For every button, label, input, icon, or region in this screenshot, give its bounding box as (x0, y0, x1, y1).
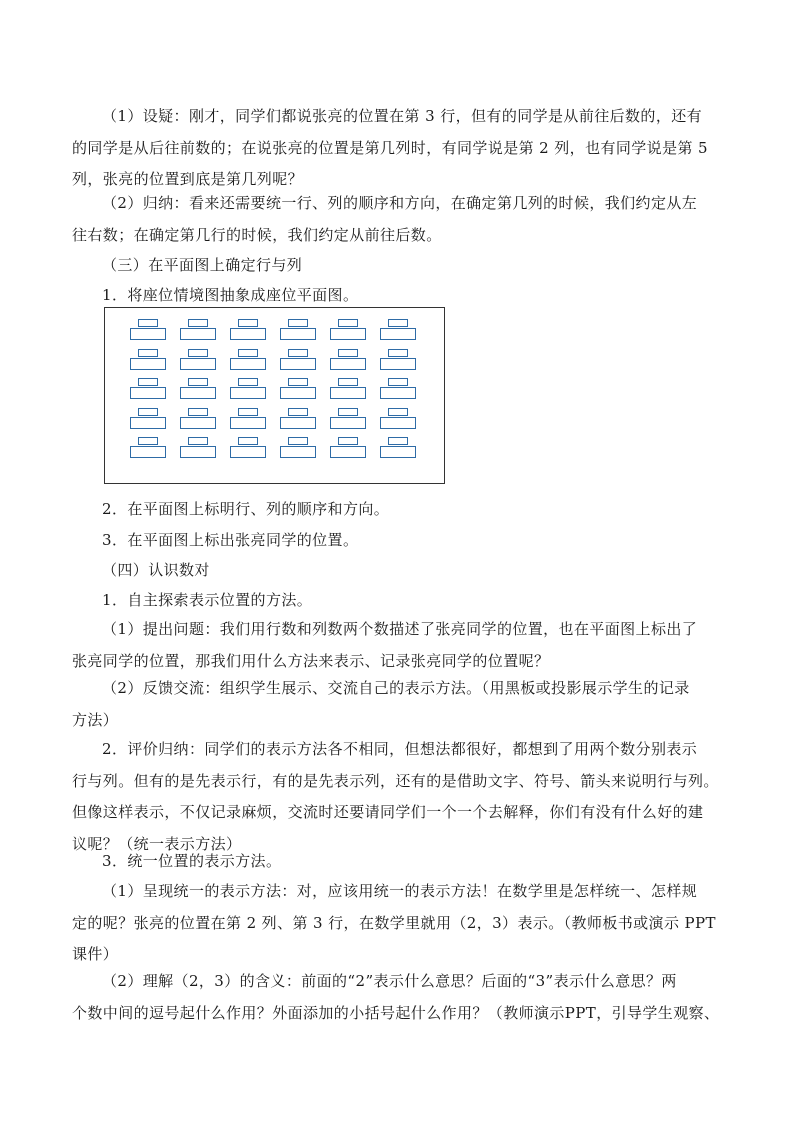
text-line: 方法） (72, 710, 119, 729)
seat-desk (280, 378, 316, 402)
seat-desk (230, 408, 266, 432)
desk-shape (280, 328, 316, 340)
desk-shape (230, 328, 266, 340)
text-line: 的同学是从后往前数的；在说张亮的位置是第几列时，有同学说是第 2 列，也有同学说是第 5 (72, 138, 708, 157)
text-line: 行与列。但有的是先表示行，有的是先表示列，还有的是借助文字、符号、箭头来说明行与列。 (72, 771, 719, 790)
seat-desk (280, 319, 316, 343)
seat-desk (380, 408, 416, 432)
chair-shape (338, 349, 358, 357)
seat-desk (380, 378, 416, 402)
step-text: 3．在平面图上标出张亮同学的位置。 (102, 531, 359, 549)
text-line: 课件） (72, 945, 119, 963)
chair-shape (188, 437, 208, 445)
desk-shape (280, 417, 316, 429)
step-text: 1．自主探索表示位置的方法。 (102, 591, 313, 609)
seat-desk (130, 408, 166, 432)
chair-shape (388, 349, 408, 357)
chair-shape (238, 437, 258, 445)
paragraph-feedback (72, 673, 724, 736)
desk-shape (380, 417, 416, 429)
paragraph-doubt (72, 101, 724, 196)
desk-shape (230, 387, 266, 399)
chair-shape (138, 437, 158, 445)
desk-shape (280, 446, 316, 458)
text-line: （2）理解（2，3）的含义：前面的“2”表示什么意思？后面的“3”表示什么意思？两 (102, 972, 677, 990)
seat-desk (330, 349, 366, 373)
chair-shape (188, 408, 208, 416)
step-explore (72, 585, 724, 617)
seat-desk (280, 408, 316, 432)
desk-shape (130, 328, 166, 340)
desk-shape (330, 387, 366, 399)
paragraph-evaluation (72, 734, 724, 860)
seat-desk (230, 349, 266, 373)
paragraph-question (72, 614, 724, 677)
chair-shape (388, 437, 408, 445)
desk-shape (180, 446, 216, 458)
chair-shape (238, 378, 258, 386)
desk-shape (230, 446, 266, 458)
seat-desk (380, 437, 416, 461)
desk-shape (230, 417, 266, 429)
seat-desk (230, 319, 266, 343)
desk-shape (180, 417, 216, 429)
seat-desk (330, 437, 366, 461)
seat-desk (280, 349, 316, 373)
seat-desk (230, 378, 266, 402)
desk-shape (280, 387, 316, 399)
heading-text: （三）在平面图上确定行与列 (102, 256, 303, 274)
chair-shape (388, 319, 408, 327)
text-line: 张亮同学的位置，那我们用什么方法来表示、记录张亮同学的位置呢？ (72, 651, 550, 670)
seat-desk (130, 349, 166, 373)
chair-shape (238, 408, 258, 416)
chair-shape (188, 319, 208, 327)
step-text: 2．在平面图上标明行、列的顺序和方向。 (102, 500, 390, 518)
desk-shape (130, 417, 166, 429)
desk-shape (130, 358, 166, 370)
desk-shape (380, 446, 416, 458)
step-text: 3．统一位置的表示方法。 (102, 852, 282, 870)
text-line: 但像这样表示，不仅记录麻烦，交流时还要请同学们一个一个去解释，你们有没有什么好的建 (72, 803, 704, 821)
seat-desk (330, 319, 366, 343)
heading-text: （四）认识数对 (102, 561, 210, 579)
text-line: 往右数；在确定第几行的时候，我们约定从前往后数。 (72, 225, 442, 244)
step-text: 1．将座位情境图抽象成座位平面图。 (102, 286, 359, 304)
seat-desk (130, 437, 166, 461)
chair-shape (288, 408, 308, 416)
section-heading-4 (72, 555, 724, 587)
seat-desk (280, 437, 316, 461)
paragraph-meaning (72, 966, 724, 1029)
text-line: （2）归纳：看来还需要统一行、列的顺序和方向，在确定第几列的时候，我们约定从左 (102, 194, 698, 212)
seat-desk (330, 408, 366, 432)
chair-shape (238, 319, 258, 327)
desk-shape (180, 358, 216, 370)
text-line: （1）提出问题：我们用行数和列数两个数描述了张亮同学的位置，也在平面图上标出了 (102, 620, 698, 638)
text-line: （1）设疑：刚才，同学们都说张亮的位置在第 3 行，但有的同学是从前往后数的，还有 (102, 107, 703, 125)
text-line: 列，张亮的位置到底是第几列呢？ (72, 170, 304, 188)
chair-shape (288, 437, 308, 445)
seating-plan-diagram (104, 307, 445, 484)
desk-shape (130, 387, 166, 399)
chair-shape (138, 349, 158, 357)
seat-desk (380, 349, 416, 373)
paragraph-present (72, 876, 724, 971)
desk-shape (330, 328, 366, 340)
chair-shape (388, 378, 408, 386)
chair-shape (188, 378, 208, 386)
seat-desk (330, 378, 366, 402)
desk-shape (130, 446, 166, 458)
seat-desk (180, 408, 216, 432)
seat-desk (380, 319, 416, 343)
text-line: （2）反馈交流：组织学生展示、交流自己的表示方法。（用黑板或投影展示学生的记录 (102, 679, 690, 697)
seat-desk (180, 319, 216, 343)
text-line: 2．评价归纳：同学们的表示方法各不相同，但想法都很好，都想到了用两个数分别表示 (102, 740, 698, 758)
seat-desk (180, 378, 216, 402)
paragraph-summary (72, 188, 724, 251)
chair-shape (288, 378, 308, 386)
section-heading-3 (72, 250, 724, 282)
chair-shape (188, 349, 208, 357)
text-line: 议呢？（统一表示方法） (72, 834, 242, 853)
desk-shape (380, 328, 416, 340)
step-2 (72, 494, 724, 526)
desk-shape (280, 358, 316, 370)
text-line: （1）呈现统一的表示方法：对，应该用统一的表示方法！在数学里是怎样统一、怎样规 (102, 882, 698, 900)
desk-shape (180, 328, 216, 340)
seat-desk (230, 437, 266, 461)
desk-shape (180, 387, 216, 399)
step-3 (72, 525, 724, 557)
text-line: 定的呢？张亮的位置在第 2 列、第 3 行，在数学里就用（2，3）表示。（教师板书或演示 PPT (72, 913, 716, 932)
chair-shape (338, 319, 358, 327)
step-unify (72, 846, 724, 878)
chair-shape (338, 437, 358, 445)
chair-shape (138, 319, 158, 327)
desk-shape (380, 387, 416, 399)
seat-desk (180, 437, 216, 461)
chair-shape (138, 408, 158, 416)
chair-shape (288, 319, 308, 327)
text-line: 个数中间的逗号起什么作用？外面添加的小括号起什么作用？（教师演示PPT，引导学生观察、 (72, 1003, 720, 1022)
seat-desk (130, 378, 166, 402)
chair-shape (338, 378, 358, 386)
chair-shape (338, 408, 358, 416)
desk-shape (380, 358, 416, 370)
desk-shape (330, 446, 366, 458)
desk-shape (330, 358, 366, 370)
desk-shape (230, 358, 266, 370)
chair-shape (138, 378, 158, 386)
desk-shape (330, 417, 366, 429)
seat-desk (180, 349, 216, 373)
chair-shape (388, 408, 408, 416)
chair-shape (288, 349, 308, 357)
chair-shape (238, 349, 258, 357)
seat-desk (130, 319, 166, 343)
